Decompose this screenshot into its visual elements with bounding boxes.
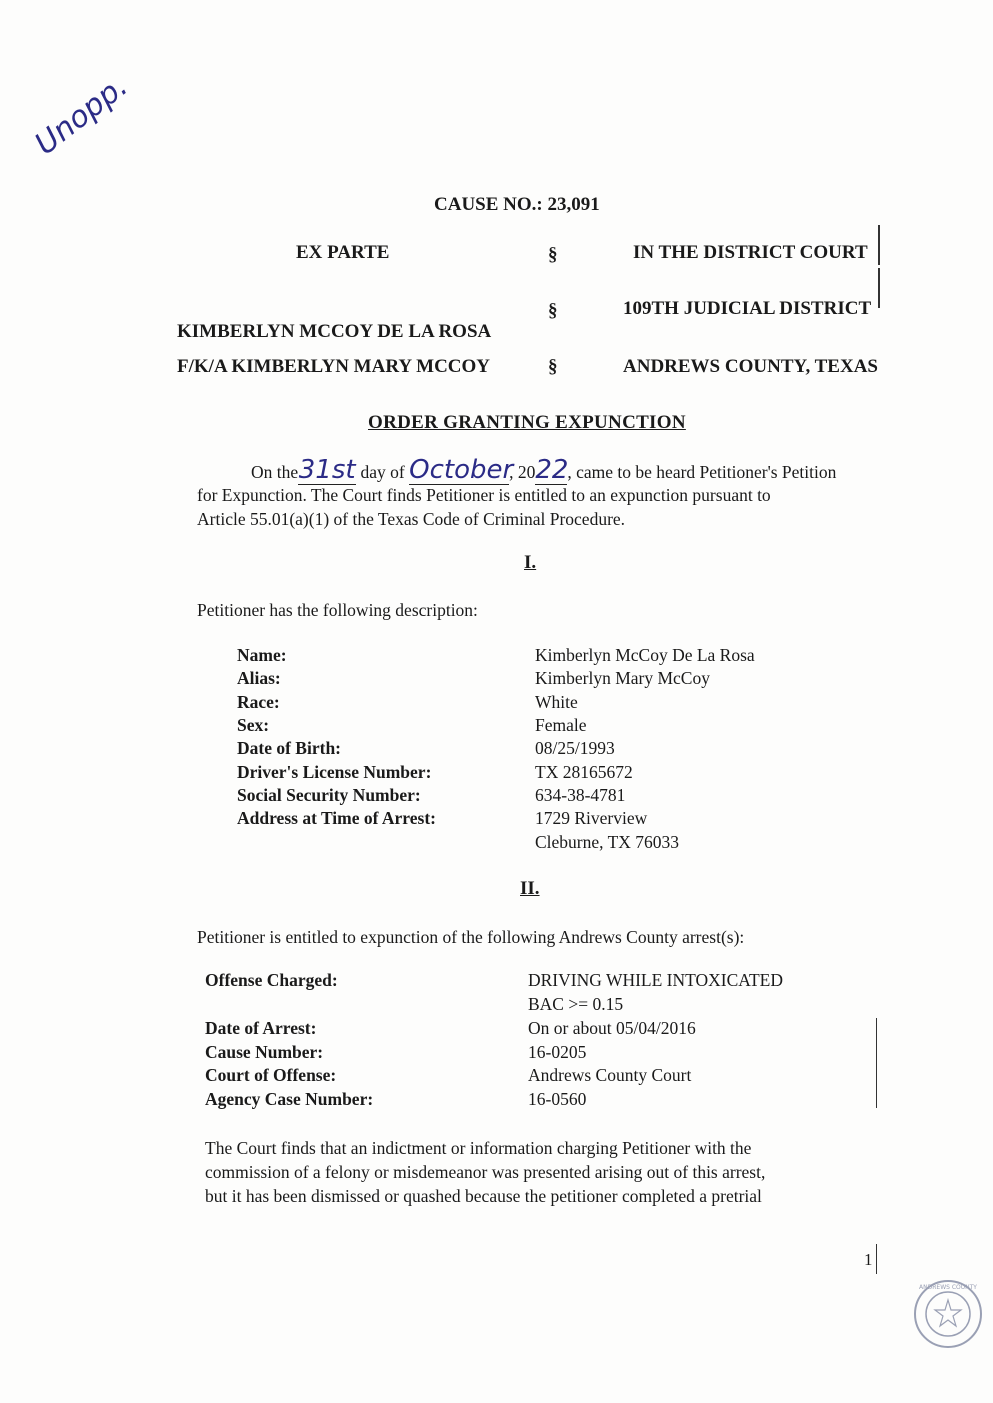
- handwritten-annotation: Unopp.: [28, 68, 135, 163]
- cause-number: CAUSE NO.: 23,091: [434, 194, 600, 215]
- description-label: Driver's License Number:: [237, 761, 432, 782]
- margin-line: [876, 1018, 877, 1108]
- finding-line-3: but it has been dismissed or quashed because the petitioner completed a pretrial: [205, 1186, 762, 1206]
- section-1-heading: I.: [524, 552, 537, 573]
- intro-line-2: for Expunction. The Court finds Petitioner is entitled to an expunction pursuant to: [197, 485, 771, 505]
- address-line-2: Cleburne, TX 76033: [535, 832, 680, 852]
- arrest-label: Agency Case Number:: [205, 1088, 374, 1109]
- intro-prefix: On the: [251, 462, 299, 482]
- page-number: 1: [864, 1250, 873, 1269]
- intro-rest: , came to be heard Petitioner's Petition: [567, 462, 837, 482]
- section-symbol: §: [548, 356, 558, 377]
- year-blank: [535, 455, 569, 485]
- margin-line: [876, 1244, 877, 1274]
- description-label: Alias:: [237, 668, 281, 689]
- arrest-label: Date of Arrest:: [205, 1018, 317, 1038]
- arrest-value: 16-0560: [528, 1088, 587, 1109]
- day-blank: [298, 455, 356, 485]
- section-2-lead: Petitioner is entitled to expunction of the following Andrews County arrest(s):: [197, 927, 745, 947]
- description-value: Kimberlyn Mary McCoy: [535, 668, 710, 689]
- description-label: Address at Time of Arrest:: [237, 808, 436, 829]
- arrest-value: Andrews County Court: [528, 1065, 692, 1085]
- finding-line-2: commission of a felony or misdemeanor was presented arising out of this arrest,: [205, 1162, 766, 1182]
- description-value: 634-38-4781: [535, 784, 626, 805]
- margin-line: [878, 268, 880, 308]
- offense-value-2: BAC >= 0.15: [528, 994, 624, 1014]
- caption-court: IN THE DISTRICT COURT: [633, 242, 868, 263]
- section-1-lead: Petitioner has the following description:: [197, 600, 478, 620]
- description-label: Date of Birth:: [237, 738, 342, 759]
- description-label: Sex:: [237, 714, 270, 735]
- caption-district: 109TH JUDICIAL DISTRICT: [623, 298, 872, 319]
- description-label: Name:: [237, 645, 287, 665]
- description-value: White: [535, 691, 578, 712]
- caption-ex-parte: EX PARTE: [296, 242, 390, 263]
- offense-value-1: DRIVING WHILE INTOXICATED: [528, 970, 784, 990]
- handwritten-month: October: [409, 455, 514, 485]
- seal-text: ANDREWS COUNTY: [919, 1284, 977, 1291]
- section-symbol: §: [548, 244, 558, 265]
- county-seal: [912, 1278, 984, 1350]
- order-title: ORDER GRANTING EXPUNCTION: [368, 412, 686, 433]
- month-blank: [409, 455, 514, 485]
- caption-petitioner-name: KIMBERLYN MCCOY DE LA ROSA: [177, 321, 492, 342]
- intro-line-1: [251, 455, 837, 485]
- caption-petitioner-fka: F/K/A KIMBERLYN MARY MCCOY: [177, 356, 491, 377]
- handwritten-day: 31st: [298, 455, 356, 485]
- section-symbol: §: [548, 300, 558, 321]
- intro-year-prefix: , 20: [509, 462, 536, 482]
- section-2-heading: II.: [520, 878, 540, 899]
- description-value: Kimberlyn McCoy De La Rosa: [535, 645, 755, 665]
- arrest-value: On or about 05/04/2016: [528, 1018, 696, 1038]
- description-value: 1729 Riverview: [535, 808, 648, 829]
- description-label: Race:: [237, 691, 280, 712]
- intro-day-of: day of: [360, 462, 405, 482]
- margin-line: [878, 225, 880, 265]
- offense-label: Offense Charged:: [205, 970, 338, 990]
- arrest-label: Court of Offense:: [205, 1065, 337, 1085]
- caption-county: ANDREWS COUNTY, TEXAS: [623, 356, 878, 377]
- intro-line-3: Article 55.01(a)(1) of the Texas Code of Criminal Procedure.: [197, 509, 626, 529]
- description-value: 08/25/1993: [535, 738, 615, 759]
- description-label: Social Security Number:: [237, 784, 421, 805]
- arrest-label: Cause Number:: [205, 1041, 324, 1062]
- handwritten-year: 22: [535, 455, 569, 485]
- finding-line-1: The Court finds that an indictment or information charging Petitioner with the: [205, 1138, 752, 1158]
- description-value: TX 28165672: [535, 761, 633, 782]
- description-value: Female: [535, 714, 587, 735]
- arrest-value: 16-0205: [528, 1041, 587, 1062]
